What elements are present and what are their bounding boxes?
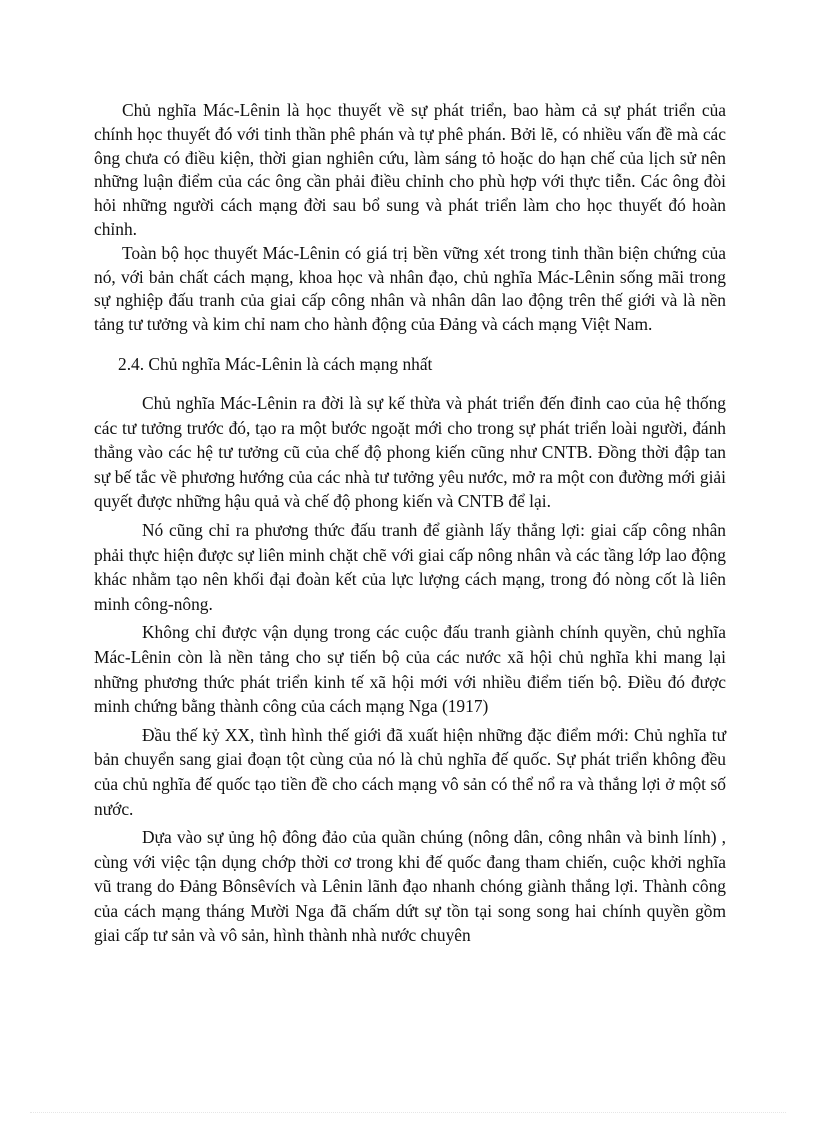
paragraph-early-20th-century: Đầu thế kỷ XX, tình hình thế giới đã xuất hiện những đặc điểm mới: Chủ nghĩa tư bản chuyển sang giai đoạn tột cùng của nó là chủ nghĩa đế quốc. Sự phát triển không đều của chủ nghĩa đế quốc tạo tiền đề cho cách mạng vô sản có thể nổ ra và thắng lợi ở một số nước. bbox=[94, 724, 726, 819]
paragraph-inheritance: Chủ nghĩa Mác-Lênin ra đời là sự kế thừa và phát triển đến đỉnh cao của hệ thống các tư tưởng trước đó, tạo ra một bước ngoặt mới cho trong sự phát triển loài người, đánh thẳng vào các hệ tư tưởng cũ của chế độ phong kiến cũng như CNTB. Đồng thời đập tan sự bế tắc về phương hướng của các nhà tư tưởng yêu nước, mở ra một con đường mới giải quyết được những hậu quả và chế độ phong kiến và CNTB để lại. bbox=[94, 393, 726, 512]
section-heading: 2.4. Chủ nghĩa Mác-Lênin là cách mạng nhất bbox=[118, 354, 433, 374]
section-body bbox=[94, 391, 726, 948]
paragraph-application: Không chỉ được vận dụng trong các cuộc đấu tranh giành chính quyền, chủ nghĩa Mác-Lênin còn là nền tảng cho sự tiến bộ của các nước xã hội chủ nghĩa khi mang lại những phương thức phát triển kinh tế xã hội mới với nhiều điểm tiến bộ. Điều đó được minh chứng bằng thành công của cách mạng Nga (1917) bbox=[94, 622, 726, 717]
paragraph-struggle-method: Nó cũng chỉ ra phương thức đấu tranh để giành lấy thắng lợi: giai cấp công nhân phải thực hiện được sự liên minh chặt chẽ với giai cấp nông nhân và các tầng lớp lao động khác nhằm tạo nên khối đại đoàn kết của lực lượng cách mạng, trong đó nòng cốt là liên minh công-nông. bbox=[94, 519, 726, 614]
paragraph-lasting-value: Toàn bộ học thuyết Mác-Lênin có giá trị bền vững xét trong tinh thần biện chứng của nó, với bản chất cách mạng, khoa học và nhân đạo, chủ nghĩa Mác-Lênin sống mãi trong sự nghiệp đấu tranh của giai cấp công nhân và nhân dân lao động trên thế giới và là nền tảng tư tưởng và kim chỉ nam cho hành động của Đảng và cách mạng Việt Nam. bbox=[94, 242, 726, 335]
intro-text bbox=[94, 99, 726, 337]
paragraph-development: Chủ nghĩa Mác-Lênin là học thuyết về sự phát triển, bao hàm cả sự phát triển của chính học thuyết đó với tinh thần phê phán và tự phê phán. Bởi lẽ, có nhiều vấn đề mà các ông chưa có điều kiện, thời gian nghiên cứu, làm sáng tỏ hoặc do hạn chế của lịch sử nên những luận điểm của các ông cần phải điều chỉnh cho phù hợp với thực tiễn. Các ông đòi hỏi những người cách mạng đời sau bổ sung và phát triển làm cho học thuyết đó hoàn chỉnh. bbox=[94, 100, 726, 239]
paragraph-october-revolution: Dựa vào sự ủng hộ đông đảo của quần chúng (nông dân, công nhân và binh lính) , cùng với việc tận dụng chớp thời cơ trong khi đế quốc đang tham chiến, cuộc khởi nghĩa vũ trang do Đảng Bônsêvích và Lênin lãnh đạo nhanh chóng giành thắng lợi. Thành công của cách mạng tháng Mười Nga đã chấm dứt sự tồn tại song song hai chính quyền gồm giai cấp tư sản và vô sản, hình thành nhà nước chuyên bbox=[94, 827, 726, 946]
page-bottom-divider bbox=[30, 1112, 786, 1113]
